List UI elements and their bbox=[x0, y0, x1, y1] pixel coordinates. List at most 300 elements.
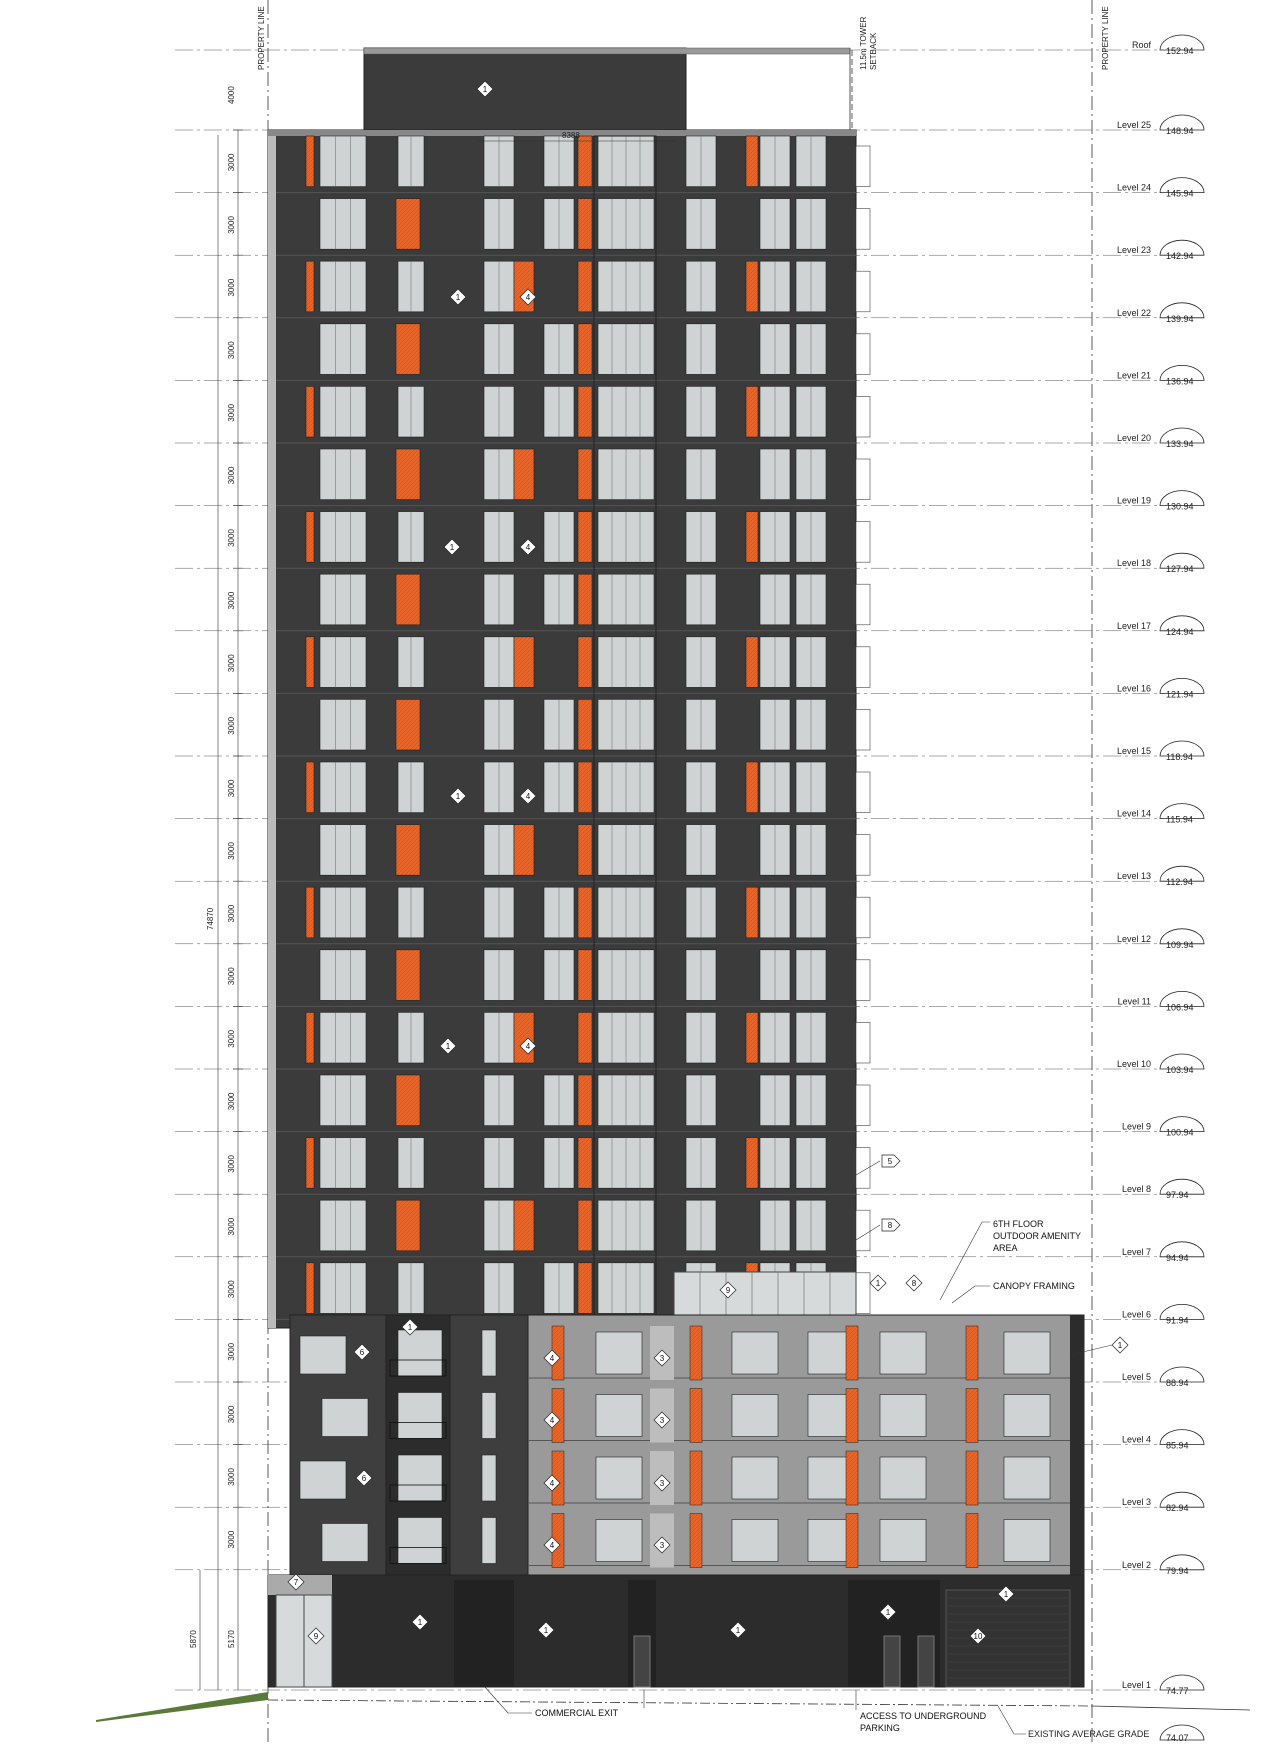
orange-panel bbox=[396, 324, 420, 375]
keynote-number: 10 bbox=[973, 1632, 983, 1641]
amenity-note-2: OUTDOOR AMENITY bbox=[993, 1231, 1082, 1241]
window bbox=[320, 762, 366, 813]
podium-bay-window bbox=[1004, 1457, 1050, 1499]
level-marker bbox=[1117, 240, 1204, 261]
orange-panel bbox=[396, 1200, 420, 1251]
level-elevation: 94.94 bbox=[1166, 1252, 1189, 1263]
keynote-tag bbox=[1112, 1337, 1128, 1353]
level-label: Level 19 bbox=[1116, 495, 1151, 506]
podium-bay-window bbox=[732, 1395, 778, 1437]
canopy-leader bbox=[952, 1286, 990, 1303]
window bbox=[320, 449, 366, 500]
podium-bay-window bbox=[880, 1520, 926, 1562]
orange-panel bbox=[578, 1263, 592, 1314]
orange-panel bbox=[578, 825, 592, 876]
level-marker bbox=[1117, 866, 1204, 887]
floor-height-dim: 3000 bbox=[227, 1217, 236, 1236]
grade-line-right bbox=[1092, 1706, 1250, 1710]
level-label: Level 23 bbox=[1116, 245, 1151, 256]
orange-panel bbox=[514, 261, 534, 312]
podium-bay-window bbox=[732, 1332, 778, 1374]
floor-height-dim: 3000 bbox=[227, 654, 236, 673]
orange-panel bbox=[396, 199, 420, 250]
parking-garage-door bbox=[946, 1590, 1070, 1687]
orange-panel bbox=[396, 699, 420, 750]
window bbox=[320, 1012, 366, 1063]
keynote-number: 9 bbox=[313, 1632, 319, 1641]
floor-height-dim: 3000 bbox=[227, 1155, 236, 1173]
level-label: Level 21 bbox=[1116, 370, 1151, 381]
balcony-rail bbox=[856, 584, 870, 625]
keynote-number: 3 bbox=[659, 1354, 665, 1363]
keynote-number: 1 bbox=[482, 85, 488, 94]
orange-panel bbox=[746, 762, 758, 813]
orange-panel bbox=[396, 449, 420, 500]
level-marker bbox=[1122, 1367, 1204, 1388]
podium-window bbox=[300, 1461, 346, 1499]
level-label: Level 24 bbox=[1116, 182, 1151, 193]
podium-bay-window bbox=[596, 1457, 642, 1499]
balcony-rail bbox=[856, 522, 870, 563]
level-elevation: 127.94 bbox=[1166, 564, 1194, 575]
orange-panel bbox=[578, 699, 592, 750]
window bbox=[320, 887, 366, 938]
level-marker bbox=[1117, 303, 1204, 324]
level-marker bbox=[1117, 553, 1204, 574]
orange-panel bbox=[578, 1075, 592, 1126]
floor-height-dim: 3000 bbox=[227, 153, 236, 172]
orange-panel bbox=[578, 386, 592, 437]
balcony-rail bbox=[856, 209, 870, 250]
orange-panel bbox=[578, 1138, 592, 1189]
level-elevation: 152.94 bbox=[1166, 46, 1194, 56]
podium-bay-window bbox=[1004, 1395, 1050, 1437]
level-label: Roof bbox=[1131, 40, 1151, 50]
commercial-door-2-leaf bbox=[634, 1636, 650, 1687]
level-label: Level 6 bbox=[1121, 1309, 1151, 1320]
keynote-number: 4 bbox=[549, 1354, 555, 1363]
keynote-number: 4 bbox=[549, 1541, 555, 1550]
podium-orange-panel bbox=[690, 1389, 702, 1443]
podium-orange-panel bbox=[966, 1514, 978, 1568]
level-marker bbox=[1117, 365, 1204, 386]
mechanical-penthouse bbox=[364, 48, 686, 130]
window bbox=[320, 1263, 366, 1314]
grade-elevation: 74.07 bbox=[1166, 1733, 1189, 1743]
level-elevation: 103.94 bbox=[1166, 1065, 1194, 1075]
orange-panel bbox=[746, 1012, 758, 1063]
level-elevation: 106.94 bbox=[1166, 1002, 1194, 1013]
keynote-number: 1 bbox=[445, 1042, 451, 1051]
level-elevation: 109.94 bbox=[1166, 939, 1194, 950]
orange-panel bbox=[306, 386, 314, 437]
level-elevation: 118.94 bbox=[1166, 752, 1193, 762]
orange-panel bbox=[396, 825, 420, 876]
level-elevation: 82.94 bbox=[1166, 1503, 1189, 1514]
keynote-number: 9 bbox=[725, 1286, 731, 1295]
level-label: Level 9 bbox=[1121, 1121, 1151, 1132]
orange-panel bbox=[578, 574, 592, 625]
balcony-rail bbox=[856, 1273, 870, 1314]
floor-height-dim: 3000 bbox=[227, 466, 236, 485]
orange-panel bbox=[578, 1012, 592, 1063]
level-marker bbox=[1117, 678, 1204, 699]
orange-panel bbox=[396, 950, 420, 1001]
existing-grade-label: EXISTING AVERAGE GRADE bbox=[1028, 1729, 1150, 1739]
ground-floor-dim: 5170 bbox=[227, 1630, 236, 1648]
podium-orange-panel bbox=[966, 1451, 978, 1505]
level-label: Level 4 bbox=[1121, 1434, 1151, 1445]
level-label: Level 14 bbox=[1116, 808, 1151, 819]
exit-door-leaf-2 bbox=[918, 1636, 934, 1687]
level-label: Level 5 bbox=[1121, 1372, 1151, 1382]
level-elevation: 142.94 bbox=[1166, 251, 1194, 262]
level-label: Level 2 bbox=[1121, 1559, 1151, 1570]
level-label: Level 15 bbox=[1116, 746, 1151, 756]
level-elevation: 115.94 bbox=[1166, 814, 1193, 825]
podium-balcony-window bbox=[398, 1518, 442, 1564]
level-label: Level 11 bbox=[1117, 996, 1151, 1007]
level-marker bbox=[1117, 929, 1204, 950]
orange-panel bbox=[746, 261, 758, 312]
orange-panel bbox=[514, 449, 534, 500]
floor-height-dim: 3000 bbox=[227, 403, 236, 422]
canopy-note: CANOPY FRAMING bbox=[993, 1281, 1075, 1291]
orange-panel bbox=[514, 825, 534, 876]
level-elevation: 145.94 bbox=[1166, 188, 1194, 199]
balcony-rail bbox=[856, 709, 870, 750]
level-marker bbox=[1117, 804, 1204, 825]
balcony-rail bbox=[856, 396, 870, 437]
level-elevation: 97.94 bbox=[1166, 1190, 1189, 1201]
balcony-rail bbox=[856, 960, 870, 1001]
level-label: Level 20 bbox=[1116, 433, 1151, 443]
window bbox=[320, 512, 366, 563]
orange-panel bbox=[578, 199, 592, 250]
balcony-rail bbox=[856, 334, 870, 375]
level-marker bbox=[1122, 1304, 1204, 1325]
level-elevation: 88.94 bbox=[1166, 1378, 1189, 1388]
orange-panel bbox=[578, 762, 592, 813]
orange-panel bbox=[746, 386, 758, 437]
keynote-number: 1 bbox=[455, 293, 461, 302]
amenity-note-1: 6TH FLOOR bbox=[993, 1219, 1044, 1229]
commercial-exit-note: COMMERCIAL EXIT bbox=[535, 1708, 619, 1718]
parking-access-note-1: ACCESS TO UNDERGROUND bbox=[860, 1711, 987, 1721]
floor-height-dim: 3000 bbox=[227, 1029, 236, 1048]
orange-panel bbox=[514, 1200, 534, 1251]
floor-height-dim: 3000 bbox=[227, 216, 236, 234]
balcony-rail bbox=[856, 772, 870, 813]
podium-window bbox=[322, 1399, 368, 1437]
balcony-rail bbox=[856, 647, 870, 688]
level-elevation: 130.94 bbox=[1166, 501, 1194, 512]
floor-height-dim: 3000 bbox=[227, 1468, 236, 1486]
level-label: Level 13 bbox=[1116, 871, 1151, 882]
level-marker bbox=[1118, 991, 1204, 1012]
podium-balcony-window bbox=[398, 1330, 442, 1376]
amenity-leader bbox=[940, 1222, 990, 1300]
window bbox=[320, 1200, 366, 1251]
roof-height-dim: 4000 bbox=[227, 86, 236, 104]
podium-slot-window bbox=[482, 1393, 496, 1439]
podium-orange-panel bbox=[690, 1514, 702, 1568]
balcony-rail bbox=[856, 835, 870, 876]
podium-slot-window bbox=[482, 1518, 496, 1564]
podium-window bbox=[300, 1336, 346, 1374]
orange-panel bbox=[396, 1075, 420, 1126]
window bbox=[320, 825, 366, 876]
keynote-number: 8 bbox=[887, 1221, 893, 1230]
keynote-number: 1 bbox=[735, 1626, 741, 1635]
floor-height-dim: 3000 bbox=[227, 716, 236, 735]
floor-height-dim: 3000 bbox=[227, 842, 236, 860]
balcony-rail bbox=[856, 271, 870, 312]
window bbox=[320, 1138, 366, 1189]
level-marker bbox=[1122, 1430, 1204, 1451]
floor-height-dim: 3000 bbox=[227, 529, 236, 547]
property-line-right-label: PROPERTY LINE bbox=[1101, 6, 1110, 70]
orange-panel bbox=[746, 637, 758, 688]
level-marker bbox=[1117, 741, 1204, 762]
podium-bay-window bbox=[880, 1457, 926, 1499]
keynote-tag bbox=[870, 1275, 886, 1291]
podium-bay-window bbox=[732, 1520, 778, 1562]
tower-setback-label-2: SETBACK bbox=[869, 32, 878, 70]
keynote-number: 1 bbox=[449, 543, 455, 552]
orange-panel bbox=[514, 637, 534, 688]
keynote-tag bbox=[906, 1275, 922, 1291]
level-elevation: 79.94 bbox=[1166, 1565, 1189, 1576]
podium-balcony-window bbox=[398, 1455, 442, 1501]
keynote-number: 3 bbox=[659, 1416, 665, 1425]
grade-leader bbox=[998, 1706, 1026, 1734]
level-marker bbox=[1122, 1675, 1204, 1696]
window bbox=[320, 136, 366, 187]
keynote-number: 1 bbox=[1117, 1341, 1123, 1350]
orange-panel bbox=[578, 261, 592, 312]
level-label: Level 18 bbox=[1116, 558, 1151, 569]
window bbox=[320, 386, 366, 437]
orange-panel bbox=[578, 512, 592, 563]
keynote-number: 4 bbox=[525, 293, 531, 302]
level-elevation: 136.94 bbox=[1166, 376, 1194, 387]
podium-slot-window bbox=[482, 1330, 496, 1376]
podium-bay-window bbox=[1004, 1520, 1050, 1562]
keynote-number: 4 bbox=[525, 543, 531, 552]
floor-height-dim: 3000 bbox=[227, 1092, 236, 1111]
level-marker bbox=[1117, 1054, 1204, 1075]
level-label: Level 3 bbox=[1121, 1497, 1151, 1508]
keynote-pentagon-tag bbox=[882, 1155, 900, 1167]
orange-panel bbox=[306, 261, 314, 312]
level-label: Level 16 bbox=[1116, 683, 1151, 694]
level-label: Level 10 bbox=[1116, 1059, 1151, 1069]
existing-grade-line bbox=[268, 1700, 1092, 1706]
window bbox=[320, 199, 366, 250]
orange-panel bbox=[578, 637, 592, 688]
floor-height-dim: 3000 bbox=[227, 1342, 236, 1361]
window bbox=[320, 699, 366, 750]
level-label: Level 12 bbox=[1116, 933, 1151, 944]
keynote-number: 1 bbox=[1003, 1590, 1009, 1599]
level-elevation: 133.94 bbox=[1166, 439, 1194, 449]
level-label: Level 22 bbox=[1116, 307, 1151, 318]
podium-right-end bbox=[1070, 1315, 1084, 1575]
orange-panel bbox=[306, 1263, 314, 1314]
podium-bay-window bbox=[880, 1332, 926, 1374]
podium-bay-window bbox=[880, 1395, 926, 1437]
orange-panel bbox=[578, 136, 592, 187]
podium-bay-window bbox=[732, 1457, 778, 1499]
level-label: Level 1 bbox=[1121, 1680, 1151, 1690]
podium-orange-panel bbox=[846, 1389, 858, 1443]
podium-orange-panel bbox=[966, 1326, 978, 1380]
property-line-left-label: PROPERTY LINE bbox=[257, 6, 266, 70]
floor-height-dim: 3000 bbox=[227, 341, 236, 360]
keynote-number: 1 bbox=[885, 1608, 891, 1617]
podium-balcony-window bbox=[398, 1393, 442, 1439]
podium-bay-window bbox=[1004, 1332, 1050, 1374]
keynote-number: 1 bbox=[875, 1279, 881, 1288]
landscape-grade-strip bbox=[96, 1692, 268, 1722]
keynote-number: 1 bbox=[417, 1618, 423, 1627]
orange-panel bbox=[306, 136, 314, 187]
orange-panel bbox=[578, 950, 592, 1001]
orange-panel bbox=[306, 637, 314, 688]
level-elevation: 121.94 bbox=[1166, 689, 1194, 700]
floor-height-dim: 3000 bbox=[227, 779, 236, 798]
keynote-number: 6 bbox=[359, 1348, 365, 1357]
podium-bay-window bbox=[596, 1395, 642, 1437]
orange-panel bbox=[578, 1200, 592, 1251]
amenity-note-3: AREA bbox=[993, 1243, 1018, 1253]
level-elevation: 139.94 bbox=[1166, 313, 1194, 324]
level-elevation: 124.94 bbox=[1166, 626, 1194, 637]
orange-panel bbox=[578, 449, 592, 500]
podium-bay-window bbox=[596, 1332, 642, 1374]
level-elevation: 91.94 bbox=[1166, 1315, 1189, 1326]
commercial-exit-door bbox=[454, 1580, 514, 1687]
top-width-dim: 8388 bbox=[562, 131, 580, 140]
grade-to-level2-dim: 5870 bbox=[189, 1630, 198, 1648]
level-label: Level 17 bbox=[1116, 620, 1151, 631]
level-marker bbox=[1117, 428, 1204, 449]
floor-height-dim: 3000 bbox=[227, 278, 236, 297]
orange-panel bbox=[396, 574, 420, 625]
keynote-number: 8 bbox=[911, 1279, 917, 1288]
level-marker bbox=[1122, 1555, 1204, 1576]
window bbox=[320, 261, 366, 312]
podium-orange-panel bbox=[846, 1451, 858, 1505]
parking-access-note-2: PARKING bbox=[860, 1723, 900, 1733]
floor-height-dim: 3000 bbox=[227, 1530, 236, 1549]
level-markers bbox=[1117, 35, 1204, 1743]
roof-parapet bbox=[364, 48, 850, 54]
level-marker bbox=[1117, 115, 1204, 136]
balcony-rail bbox=[856, 1085, 870, 1126]
podium-orange-panel bbox=[690, 1451, 702, 1505]
keynote-pentagon-tag bbox=[882, 1219, 900, 1231]
orange-panel bbox=[306, 512, 314, 563]
orange-panel bbox=[306, 762, 314, 813]
floor-height-dim: 3000 bbox=[227, 967, 236, 986]
keynote-number: 4 bbox=[525, 792, 531, 801]
podium-orange-panel bbox=[846, 1326, 858, 1380]
keynote-number: 1 bbox=[543, 1626, 549, 1635]
level-marker bbox=[1122, 1242, 1204, 1263]
floor-height-dim: 3000 bbox=[227, 904, 236, 923]
podium-orange-panel bbox=[846, 1514, 858, 1568]
keynote-number: 4 bbox=[549, 1479, 555, 1488]
level-marker bbox=[1117, 178, 1204, 199]
level-label: Level 25 bbox=[1116, 120, 1151, 130]
balcony-rail bbox=[856, 1022, 870, 1063]
orange-panel bbox=[306, 1138, 314, 1189]
podium-window bbox=[322, 1524, 368, 1562]
keynote-number: 7 bbox=[293, 1578, 299, 1587]
level-elevation: 148.94 bbox=[1166, 126, 1194, 136]
level-marker bbox=[1122, 1117, 1204, 1138]
floor-dimensions bbox=[227, 130, 243, 1549]
orange-panel bbox=[746, 512, 758, 563]
podium-slot-window bbox=[482, 1455, 496, 1501]
floor-height-dim: 3000 bbox=[227, 1405, 236, 1424]
keynote-number: 1 bbox=[455, 792, 461, 801]
keynote-number: 4 bbox=[549, 1416, 555, 1425]
level-label: Level 7 bbox=[1121, 1246, 1151, 1257]
level-marker bbox=[1122, 1492, 1204, 1513]
orange-panel bbox=[746, 1138, 758, 1189]
window bbox=[320, 637, 366, 688]
level-label: Level 8 bbox=[1121, 1184, 1151, 1195]
level-elevation: 85.94 bbox=[1166, 1440, 1189, 1451]
level-marker bbox=[1117, 491, 1204, 512]
window bbox=[320, 324, 366, 375]
orange-panel bbox=[746, 887, 758, 938]
tower-setback-label-1: 11.5m TOWER bbox=[859, 16, 868, 70]
level-elevation: 74.77 bbox=[1166, 1686, 1189, 1696]
keynote-number: 3 bbox=[659, 1541, 665, 1550]
level-marker bbox=[1122, 1179, 1204, 1200]
keynote-number: 4 bbox=[525, 1042, 531, 1051]
orange-panel bbox=[514, 1012, 534, 1063]
balcony-rail bbox=[856, 1210, 870, 1251]
floor-height-dim: 3000 bbox=[227, 1280, 236, 1299]
balcony-rail bbox=[856, 146, 870, 187]
keynote-number: 3 bbox=[659, 1479, 665, 1488]
window bbox=[320, 950, 366, 1001]
keynote-number: 6 bbox=[361, 1474, 367, 1483]
balcony-rail bbox=[856, 897, 870, 938]
orange-panel bbox=[306, 887, 314, 938]
level-elevation: 112.94 bbox=[1166, 877, 1193, 888]
grade-marker bbox=[1160, 1725, 1204, 1743]
orange-panel bbox=[578, 887, 592, 938]
orange-panel bbox=[306, 1012, 314, 1063]
orange-panel bbox=[578, 324, 592, 375]
orange-panel bbox=[746, 136, 758, 187]
overall-height-dim: 74870 bbox=[206, 907, 215, 930]
level-elevation: 100.94 bbox=[1166, 1127, 1194, 1138]
exit-door-leaf-1 bbox=[884, 1636, 900, 1687]
keynote-number: 1 bbox=[407, 1323, 413, 1332]
level-marker bbox=[1132, 35, 1204, 56]
window bbox=[320, 574, 366, 625]
window bbox=[320, 1075, 366, 1126]
balcony-rail bbox=[856, 459, 870, 500]
keynote-number: 5 bbox=[887, 1157, 893, 1166]
